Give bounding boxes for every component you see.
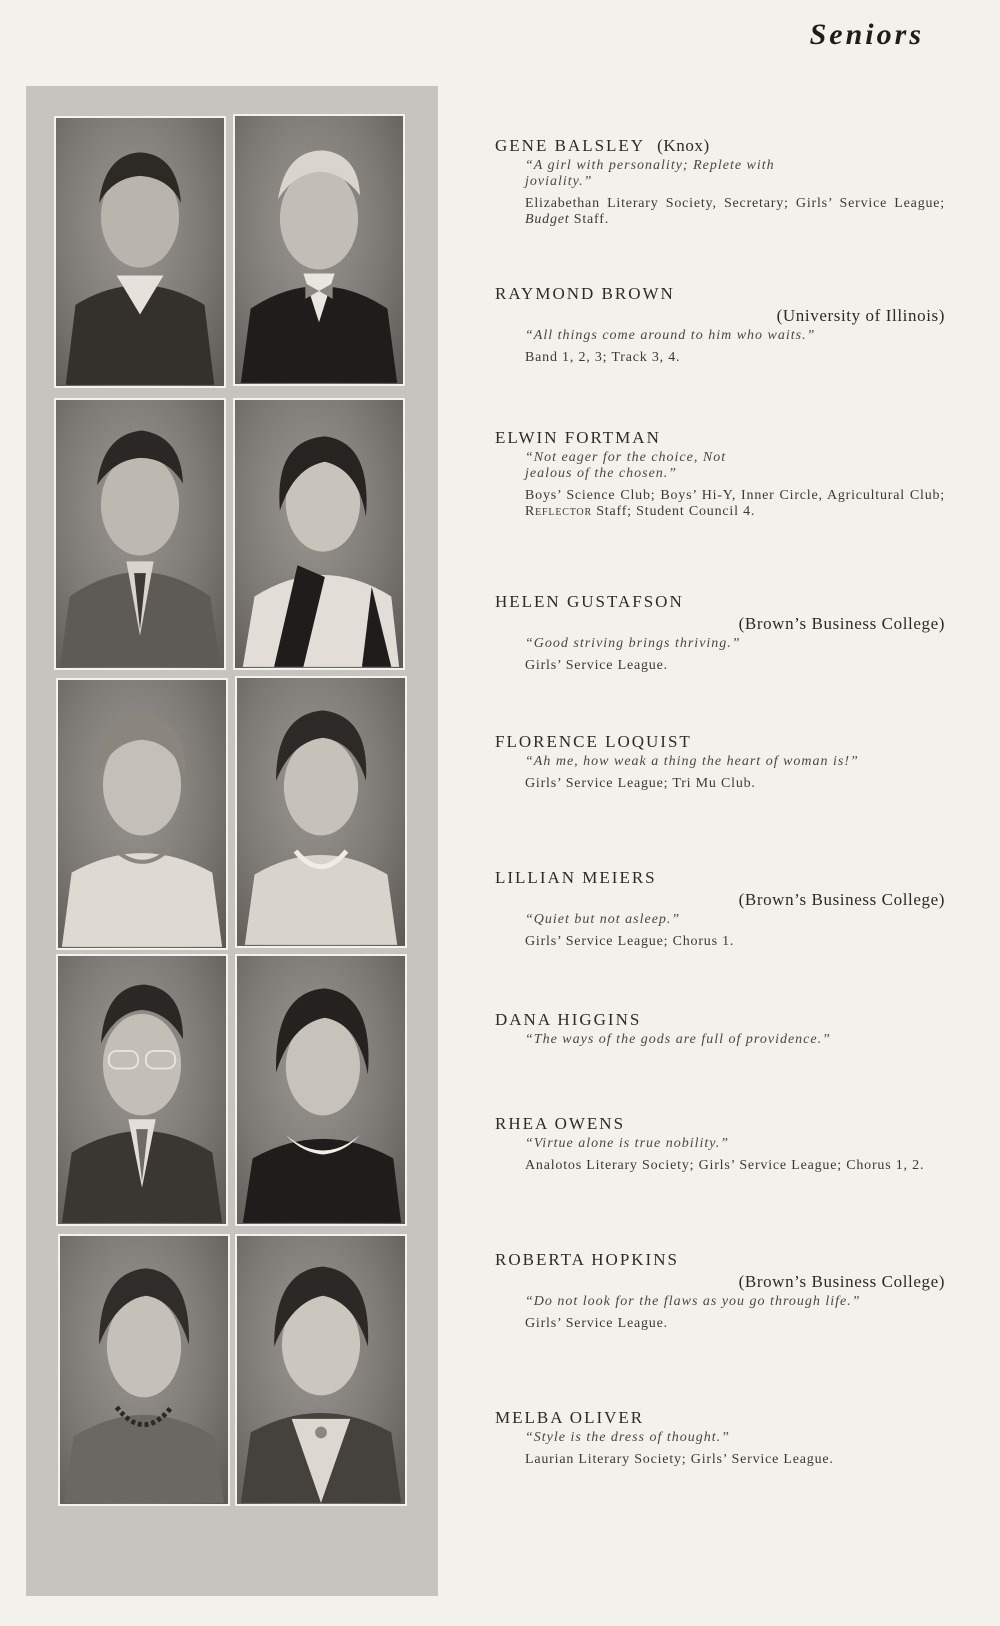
senior-activities: Girls’ Service League. [525,658,668,673]
portrait-photo [58,1234,230,1506]
senior-entry [495,1408,945,1468]
senior-college: (University of Illinois) [776,306,945,325]
senior-name: DANA HIGGINS [495,1010,642,1029]
senior-activities: Band 1, 2, 3; Track 3, 4. [525,350,681,365]
senior-entry [495,592,945,674]
senior-entry [495,136,945,228]
activities-text: Staff; Student Council 4. [591,504,756,519]
senior-name: MELBA OLIVER [495,1408,645,1427]
senior-name: FLORENCE LOQUIST [495,732,692,751]
senior-activities [525,196,945,228]
senior-activities: Laurian Literary Society; Girls’ Service League. [525,1452,834,1467]
senior-entry [495,1010,945,1048]
senior-name-line [495,136,945,156]
senior-college: (Brown’s Business College) [738,1272,945,1291]
senior-name: ELWIN FORTMAN [495,428,661,447]
senior-name: RAYMOND BROWN [495,284,675,303]
senior-quote: “Virtue alone is true nobility.” [525,1136,730,1151]
senior-entry [495,868,945,950]
senior-activities: Girls’ Service League; Chorus 1. [525,934,735,949]
senior-activities: Analotos Literary Society; Girls’ Service League; Chorus 1, 2. [525,1158,925,1173]
senior-activities: Girls’ Service League. [525,1316,668,1331]
senior-activities: Girls’ Service League; Tri Mu Club. [525,776,756,791]
senior-college: (Brown’s Business College) [738,890,945,909]
photo-panel [26,86,438,1596]
senior-quote: “The ways of the gods are full of providence.” [525,1032,831,1047]
senior-name: LILLIAN MEIERS [495,868,657,887]
senior-entry [495,284,945,366]
senior-quote: “Do not look for the flaws as you go through life.” [525,1294,861,1309]
senior-quote: “Style is the dress of thought.” [525,1430,730,1445]
senior-name: ROBERTA HOPKINS [495,1250,679,1269]
senior-name: HELEN GUSTAFSON [495,592,684,611]
senior-entry [495,732,945,792]
portrait-photo [233,114,405,386]
senior-quote: “A girl with personality; Replete with joviality.” [525,158,775,189]
activities-italic: Budget [525,212,570,227]
portrait-photo [233,398,405,670]
portrait-photo [235,1234,407,1506]
senior-quote: “Not eager for the choice, Not jealous of the chosen.” [525,450,727,481]
portrait-photo [56,954,228,1226]
activities-text: Boys’ Science Club; Boys’ Hi-Y, Inner Circle, Agricultural Club; [525,488,945,503]
senior-entry [495,1250,945,1332]
portrait-silhouette-icon [56,118,224,386]
portrait-photo [235,954,407,1226]
portrait-photo [54,398,226,670]
senior-name: GENE BALSLEY [495,136,646,155]
senior-activities [525,488,945,520]
senior-quote: “Good striving brings thriving.” [525,636,741,651]
senior-college: (Knox) [657,136,710,155]
activities-smallcaps: Reflector [525,504,592,519]
senior-name: RHEA OWENS [495,1114,626,1133]
page-title: Seniors [809,18,924,51]
senior-entry [495,428,945,520]
portrait-photo [54,116,226,388]
activities-text: Elizabethan Literary Society, Secretary; Girls’ Service League; [525,196,945,211]
portrait-photo [235,676,407,948]
senior-quote: “All things come around to him who waits.” [525,328,816,343]
activities-text: Staff. [569,212,610,227]
portrait-photo [56,678,228,950]
senior-entry [495,1114,945,1174]
senior-college: (Brown’s Business College) [738,614,945,633]
senior-quote: “Quiet but not asleep.” [525,912,681,927]
senior-quote: “Ah me, how weak a thing the heart of woman is!” [525,754,859,769]
